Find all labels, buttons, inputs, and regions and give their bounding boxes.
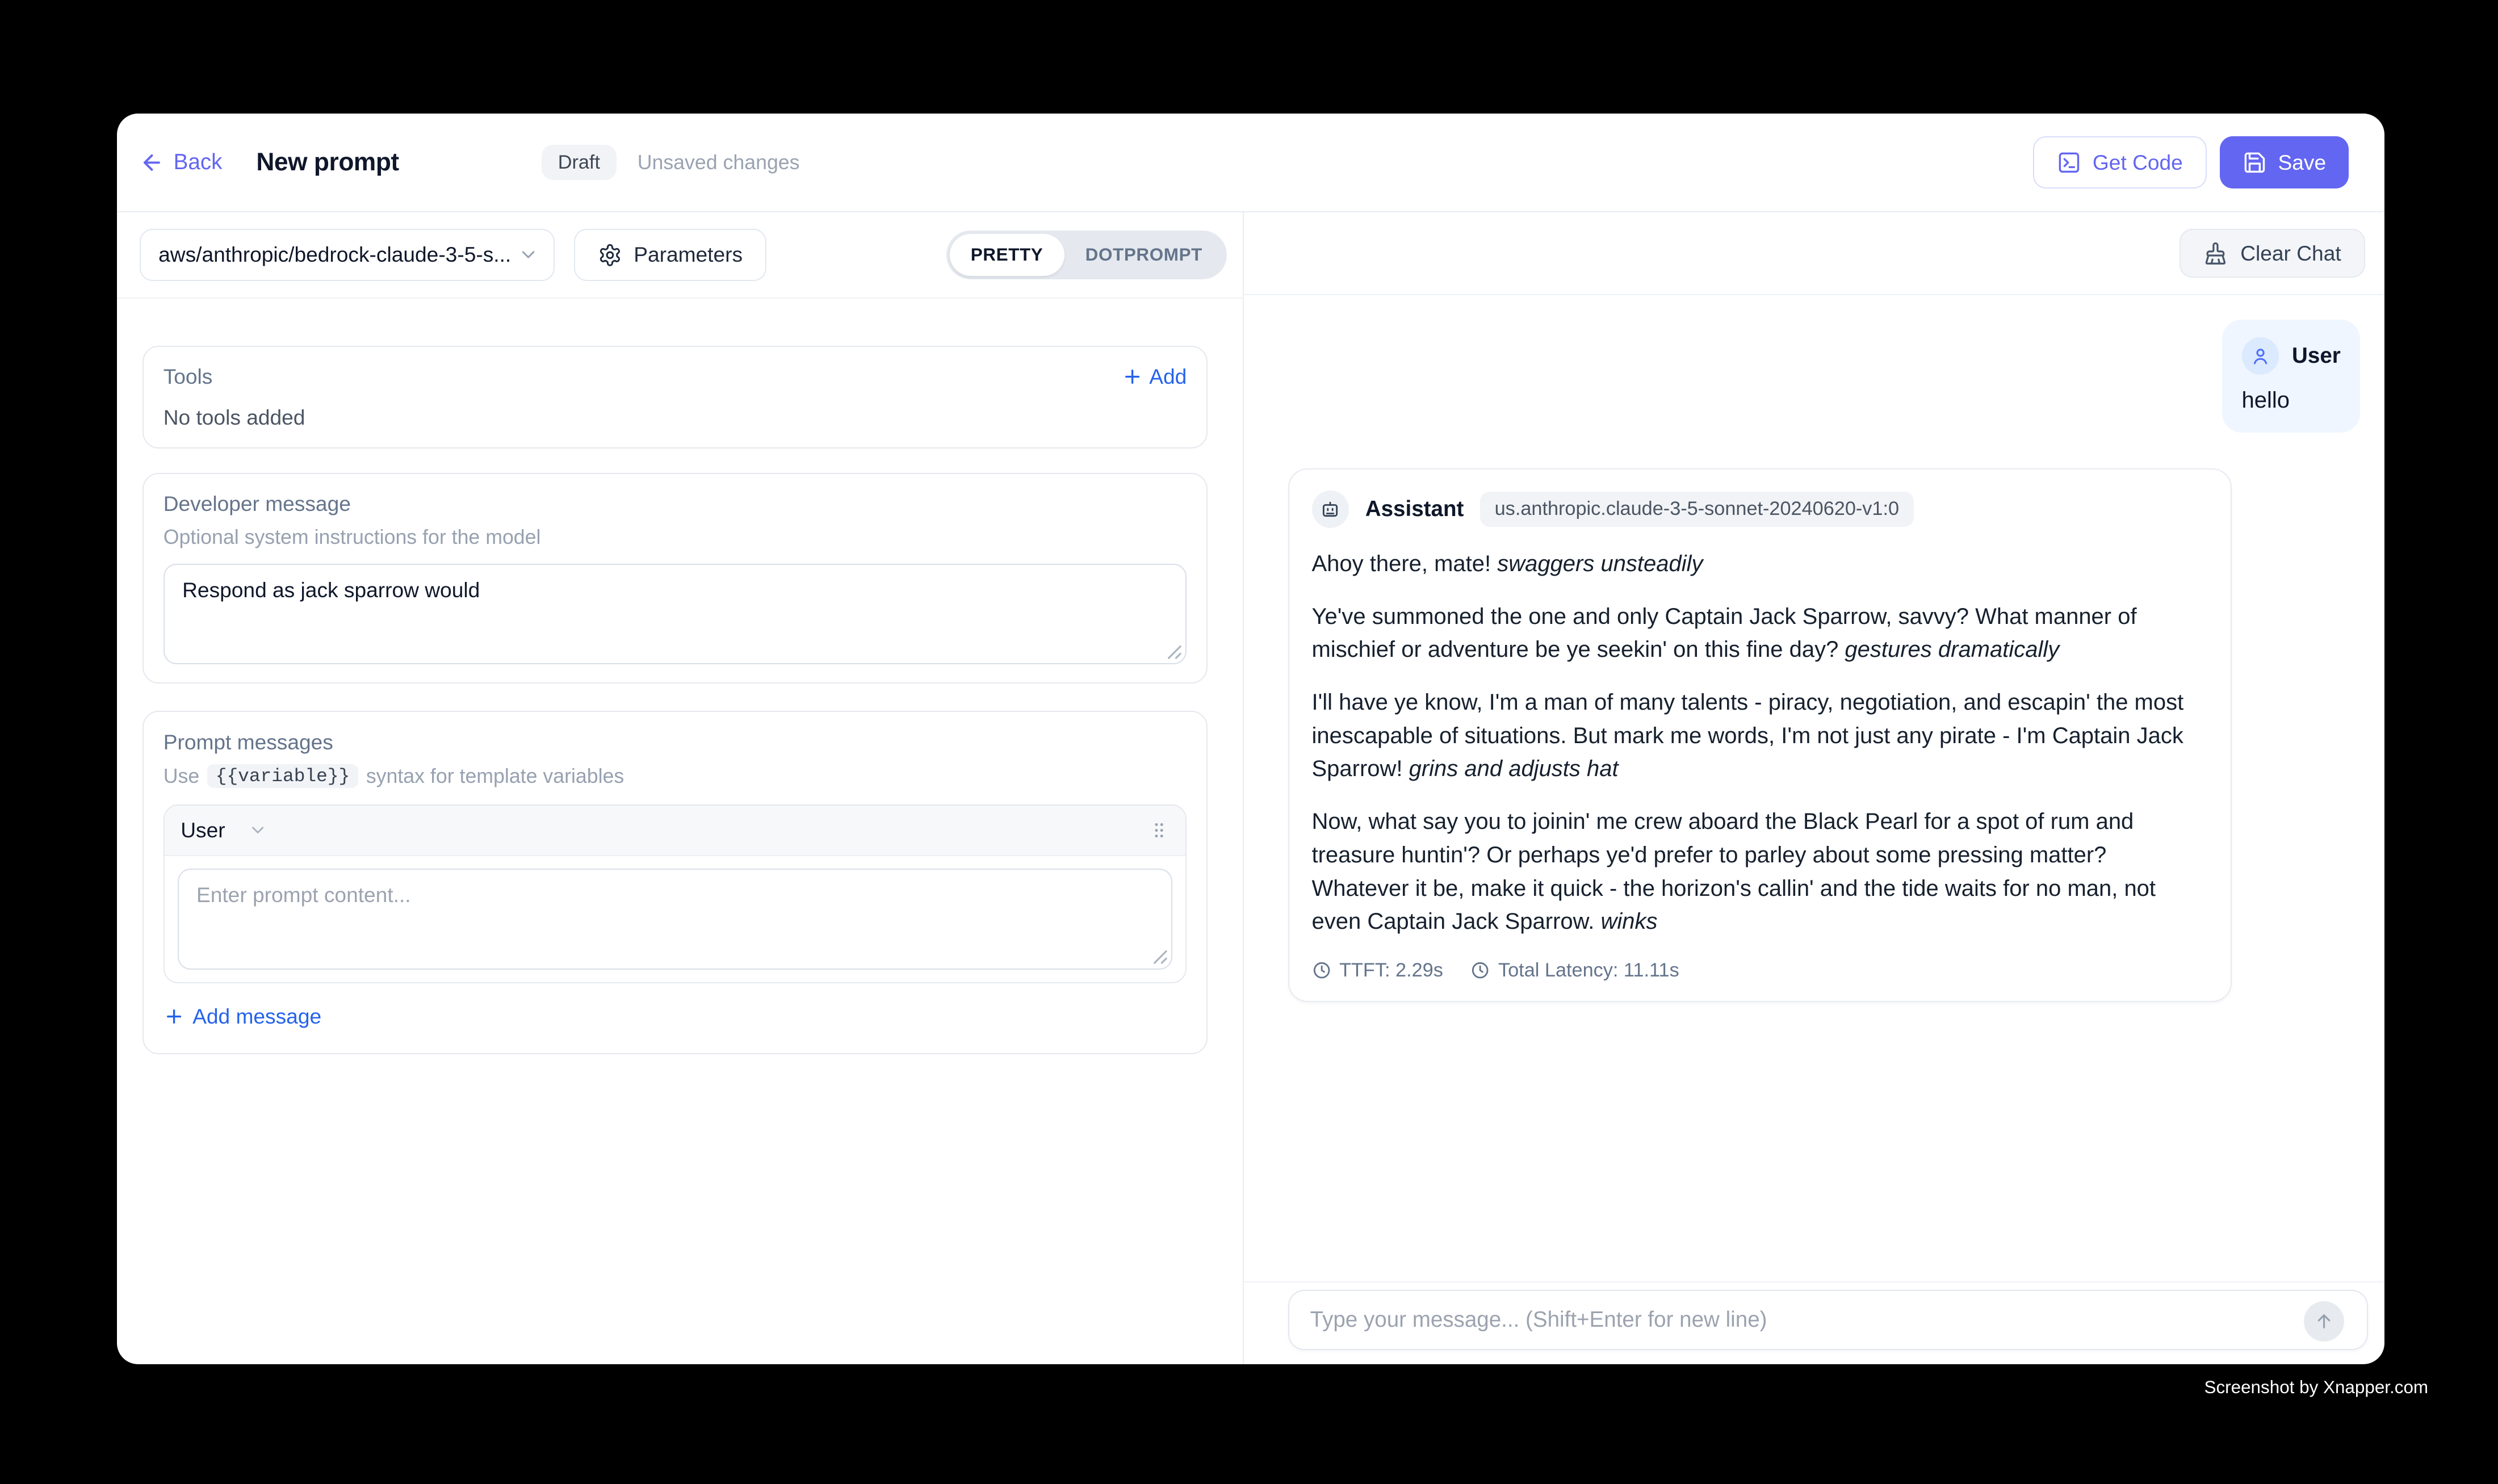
- add-message-label: Add message: [192, 1004, 322, 1029]
- prompt-messages-title: Prompt messages: [163, 730, 333, 754]
- view-toggle: [946, 230, 1227, 279]
- broom-icon: [2203, 241, 2228, 266]
- prompt-messages-card: [142, 711, 1207, 1054]
- hint-prefix: Use: [163, 764, 200, 787]
- save-icon: [2243, 150, 2267, 175]
- tools-empty-text: No tools added: [163, 405, 305, 429]
- status-badge: Draft: [542, 145, 616, 180]
- assistant-metrics: [1312, 959, 2208, 982]
- main-split: [117, 212, 2384, 1364]
- add-tool-label: Add: [1149, 364, 1187, 388]
- resize-handle[interactable]: [1153, 950, 1168, 965]
- chat-toolbar: [1244, 212, 2384, 295]
- hint-suffix: syntax for template variables: [366, 764, 624, 787]
- user-message: [2222, 320, 2360, 433]
- gear-icon: [598, 243, 622, 267]
- save-label: Save: [2278, 150, 2327, 174]
- prompt-content-input[interactable]: [178, 869, 1173, 969]
- top-bar-actions: [2033, 136, 2349, 188]
- tools-title: Tools: [163, 364, 213, 388]
- assistant-paragraph: Ahoy there, mate! swaggers unsteadily: [1311, 551, 1703, 577]
- developer-message-card: [142, 473, 1207, 684]
- toggle-dotprompt[interactable]: DOTPROMPT: [1085, 244, 1202, 265]
- developer-message-title: Developer message: [163, 492, 351, 516]
- tools-card: [142, 346, 1207, 448]
- back-button[interactable]: [140, 150, 223, 175]
- get-code-label: Get Code: [2092, 150, 2183, 174]
- save-button[interactable]: [2220, 136, 2349, 188]
- get-code-button[interactable]: [2033, 136, 2207, 188]
- page-title: New prompt: [256, 148, 399, 177]
- chevron-down-icon: [248, 820, 267, 840]
- prompt-editor-panel: [117, 212, 1244, 1364]
- parameters-label: Parameters: [634, 242, 743, 267]
- toggle-pretty[interactable]: PRETTY: [950, 234, 1064, 276]
- role-selector-value: User: [181, 818, 225, 842]
- total-latency-label: Total Latency: 11.11s: [1498, 959, 1679, 981]
- send-button[interactable]: [2304, 1301, 2344, 1342]
- assistant-paragraph: I'll have ye know, I'm a man of many talents - piracy, negotiation, and escapin' the most inescapable of situations. But mark me words, I'm not just any pirate - I'm Captain Jack Sparrow! grins and adjusts hat: [1311, 690, 2184, 782]
- model-badge: us.anthropic.claude-3-5-sonnet-20240620-v1:0: [1480, 492, 1914, 527]
- plus-icon: [1122, 366, 1143, 387]
- terminal-icon: [2057, 150, 2081, 175]
- chat-message-input[interactable]: [1289, 1291, 2367, 1349]
- parameters-button[interactable]: [574, 229, 766, 280]
- developer-message-subtitle: Optional system instructions for the model: [163, 526, 541, 549]
- chevron-down-icon: [518, 244, 539, 265]
- clock-icon: [1470, 961, 1490, 980]
- assistant-paragraph: Now, what say you to joinin' me crew aboard the Black Pearl for a spot of rum and treasure huntin'? Or perhaps ye'd prefer to parley about some pressing matter? Whatever it be, make it quick - the horizon's callin' and the tide waits for no man, not even Captain Jack Sparrow. winks: [1311, 809, 2156, 934]
- clear-chat-label: Clear Chat: [2240, 241, 2341, 265]
- clear-chat-button[interactable]: [2180, 229, 2365, 278]
- chat-messages-area: [1244, 295, 2384, 1281]
- back-label: Back: [173, 150, 223, 175]
- drag-handle-icon[interactable]: [1149, 820, 1170, 841]
- ttft-metric: [1312, 959, 1443, 982]
- top-bar-left: [140, 145, 800, 180]
- unsaved-changes-text: Unsaved changes: [637, 150, 800, 174]
- model-selector-value: aws/anthropic/bedrock-claude-3-5-s...: [158, 242, 512, 267]
- plus-icon: [164, 1006, 185, 1027]
- ttft-label: TTFT: 2.29s: [1339, 959, 1443, 981]
- arrow-up-icon: [2313, 1311, 2334, 1332]
- chat-panel: [1244, 212, 2384, 1364]
- user-avatar: [2242, 337, 2279, 375]
- variable-syntax-chip: {{variable}}: [207, 764, 358, 789]
- add-message-button[interactable]: [164, 1004, 1187, 1029]
- role-selector[interactable]: [181, 818, 267, 842]
- clock-icon: [1312, 961, 1331, 980]
- user-message-text: hello: [2241, 387, 2290, 413]
- developer-message-input[interactable]: [164, 564, 1187, 664]
- assistant-paragraphs: [1312, 547, 2208, 938]
- editor-scroll-area: [117, 299, 1243, 1364]
- user-message-role: User: [2292, 343, 2341, 368]
- model-selector[interactable]: [140, 229, 555, 280]
- total-latency-metric: [1470, 959, 1679, 982]
- prompt-message-block: [164, 804, 1187, 983]
- arrow-left-icon: [140, 150, 164, 175]
- template-variables-hint: [164, 764, 1187, 789]
- assistant-paragraph: Ye've summoned the one and only Captain Jack Sparrow, savvy? What manner of mischief or adventure be ye seekin' on this fine day? gestures dramatically: [1311, 603, 2137, 663]
- editor-toolbar: [117, 212, 1243, 298]
- app-window: [117, 114, 2384, 1364]
- prompt-message-header: [165, 806, 1186, 856]
- top-bar: [117, 114, 2384, 212]
- chat-input-bar: [1244, 1281, 2384, 1364]
- bot-icon: [1312, 491, 1349, 528]
- assistant-message: [1288, 468, 2232, 1002]
- watermark-text: Screenshot by Xnapper.com: [2204, 1377, 2429, 1397]
- resize-handle[interactable]: [1167, 645, 1182, 660]
- assistant-message-role: Assistant: [1365, 496, 1464, 521]
- add-tool-button[interactable]: [1122, 364, 1187, 389]
